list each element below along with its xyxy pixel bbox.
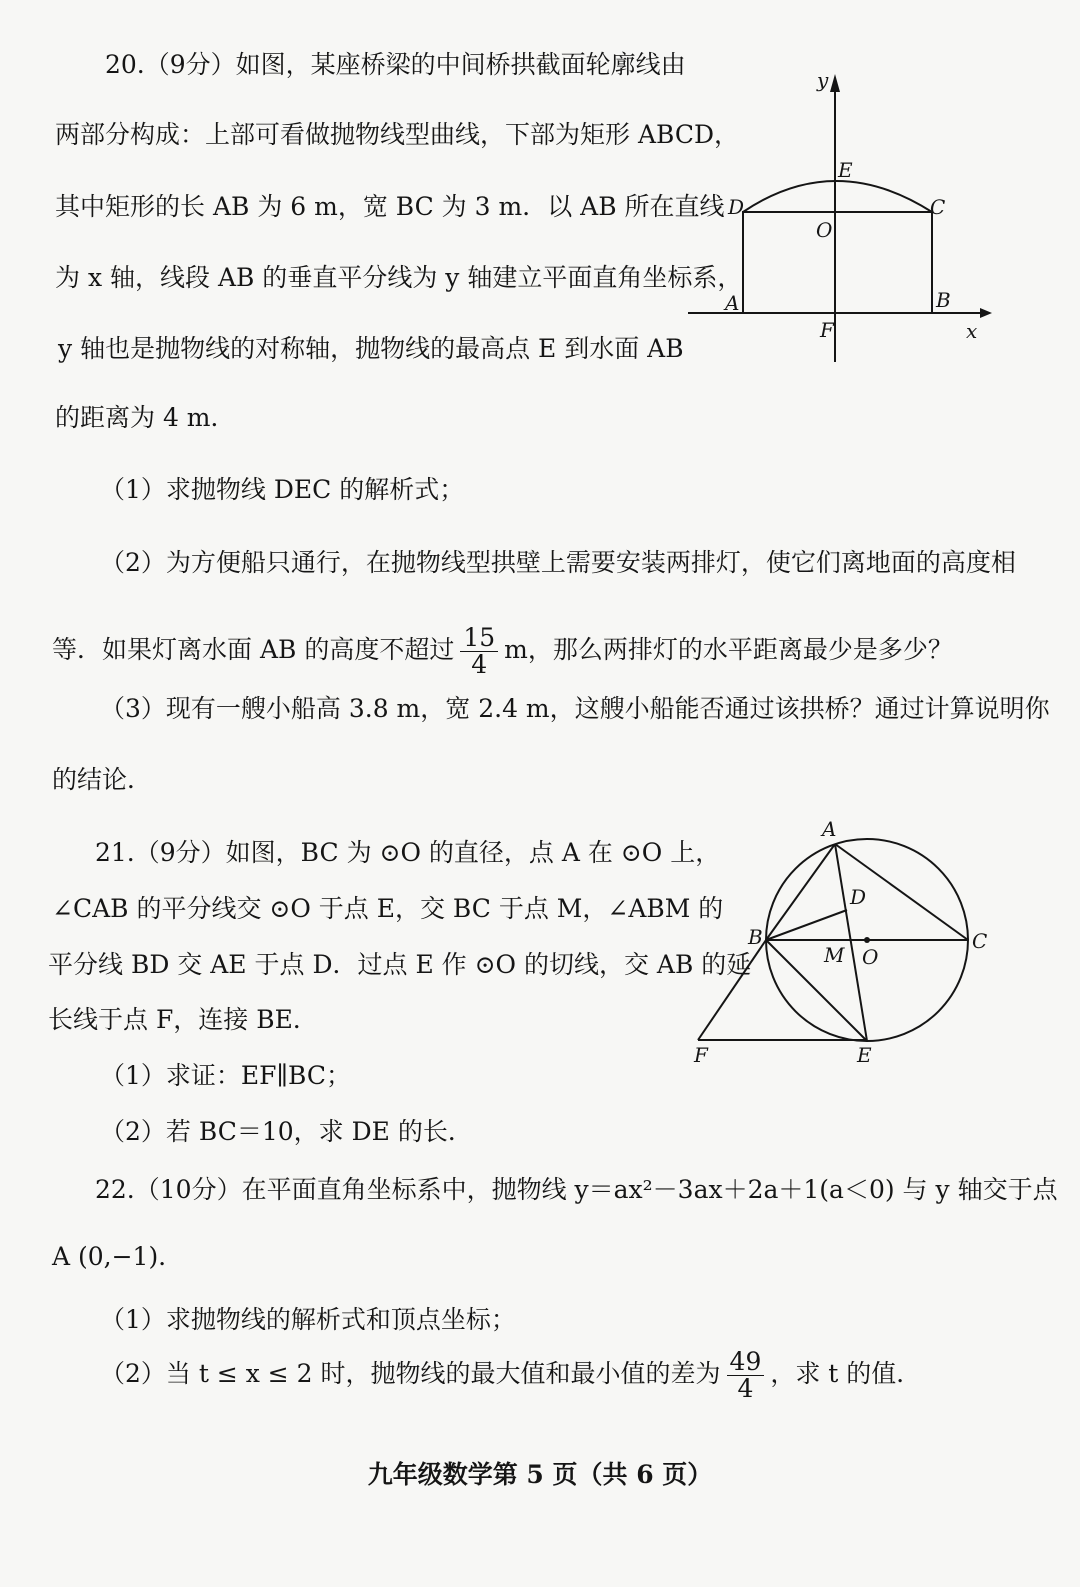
q20-line-6: 的距离为 4 m．: [55, 403, 236, 432]
segment-be: [766, 940, 867, 1041]
label-m: M: [824, 943, 845, 967]
label-x: x: [966, 319, 978, 343]
label-y: y: [817, 68, 829, 92]
fraction-denominator: 4: [737, 1374, 754, 1403]
q21-circle-figure: [690, 812, 1010, 1072]
parabola-dec: [743, 181, 932, 212]
label-e: E: [838, 158, 853, 182]
q22-part-1: （1）求抛物线的解析式和顶点坐标；: [100, 1305, 516, 1334]
center-point-o: [864, 937, 870, 943]
q20-line-3: 其中矩形的长 AB 为 6 m，宽 BC 为 3 m．以 AB 所在直线: [55, 192, 725, 221]
q22-fraction: [727, 1349, 765, 1402]
q20-fraction: [460, 625, 498, 678]
q20-part-1: （1）求抛物线 DEC 的解析式；: [100, 475, 465, 504]
q22-line-2: A (0,−1)．: [52, 1242, 184, 1271]
q21-line-3: 平分线 BD 交 AE 于点 D．过点 E 作 ⊙O 的切线，交 AB 的延: [48, 950, 752, 979]
q20-line-5: y 轴也是抛物线的对称轴，抛物线的最高点 E 到水面 AB: [58, 334, 684, 363]
q20-part-2-line-2: [52, 620, 953, 680]
label-c: C: [972, 929, 988, 953]
page-footer: 九年级数学第 5 页（共 6 页）: [367, 1460, 713, 1489]
q22-line-1: 22.（10分）在平面直角坐标系中，抛物线 y＝ax²－3ax＋2a＋1(a＜0) 与 y 轴交于点: [95, 1175, 1058, 1204]
segment-bd: [766, 910, 847, 940]
label-b: B: [936, 288, 951, 312]
q20-bridge-figure: [680, 62, 1000, 372]
label-d: D: [850, 885, 867, 909]
label-b: B: [748, 925, 763, 949]
label-o: O: [816, 218, 833, 242]
label-o: O: [862, 945, 879, 969]
segment-ab: [766, 844, 835, 940]
q21-part-2: （2）若 BC＝10，求 DE 的长．: [100, 1117, 473, 1146]
q20-part-3-line-2: 的结论．: [52, 765, 153, 794]
q20-line-4: 为 x 轴，线段 AB 的垂直平分线为 y 轴建立平面直角坐标系，: [55, 263, 743, 292]
q21-line-1: 21.（9分）如图，BC 为 ⊙O 的直径，点 A 在 ⊙O 上，: [95, 838, 721, 867]
label-e: E: [857, 1043, 872, 1067]
fraction-numerator: 15: [460, 625, 498, 652]
q20-line-2: 两部分构成：上部可看做抛物线型曲线，下部为矩形 ABCD，: [55, 120, 740, 149]
q20-part-3-line-1: （3）现有一艘小船高 3.8 m，宽 2.4 m，这艘小船能否通过该拱桥？通过计算说明你: [100, 694, 1050, 723]
q22-part-2-text: （2）当 t ≤ x ≤ 2 时，抛物线的最大值和最小值的差为: [100, 1359, 721, 1388]
label-c: C: [930, 195, 946, 219]
q20-part-2-text: 等．如果灯离水面 AB 的高度不超过: [52, 635, 455, 664]
label-a: A: [822, 817, 837, 841]
q21-line-2: ∠CAB 的平分线交 ⊙O 于点 E，交 BC 于点 M，∠ABM 的: [52, 894, 724, 923]
fraction-numerator: 49: [727, 1349, 765, 1376]
q20-part-2-text-end: m，那么两排灯的水平距离最少是多少？: [504, 635, 953, 664]
y-axis-arrow: [830, 74, 840, 92]
label-f: F: [694, 1043, 708, 1067]
fraction-denominator: 4: [471, 650, 488, 679]
label-f: F: [820, 318, 834, 342]
q21-part-1: （1）求证：EF∥BC；: [100, 1061, 352, 1090]
q21-line-4: 长线于点 F，连接 BE．: [48, 1005, 318, 1034]
label-d: D: [728, 195, 745, 219]
q20-part-2-line-1: （2）为方便船只通行，在抛物线型拱壁上需要安装两排灯，使它们离地面的高度相: [100, 548, 1016, 577]
rectangle-abcd: [743, 212, 932, 313]
label-a: A: [725, 291, 740, 315]
q22-part-2: [100, 1344, 921, 1404]
x-axis-arrow: [980, 308, 992, 318]
q20-line-1: 20.（9分）如图，某座桥梁的中间桥拱截面轮廓线由: [105, 50, 686, 79]
q22-part-2-text-end: ，求 t 的值．: [770, 1359, 922, 1388]
segment-bf: [698, 940, 766, 1040]
